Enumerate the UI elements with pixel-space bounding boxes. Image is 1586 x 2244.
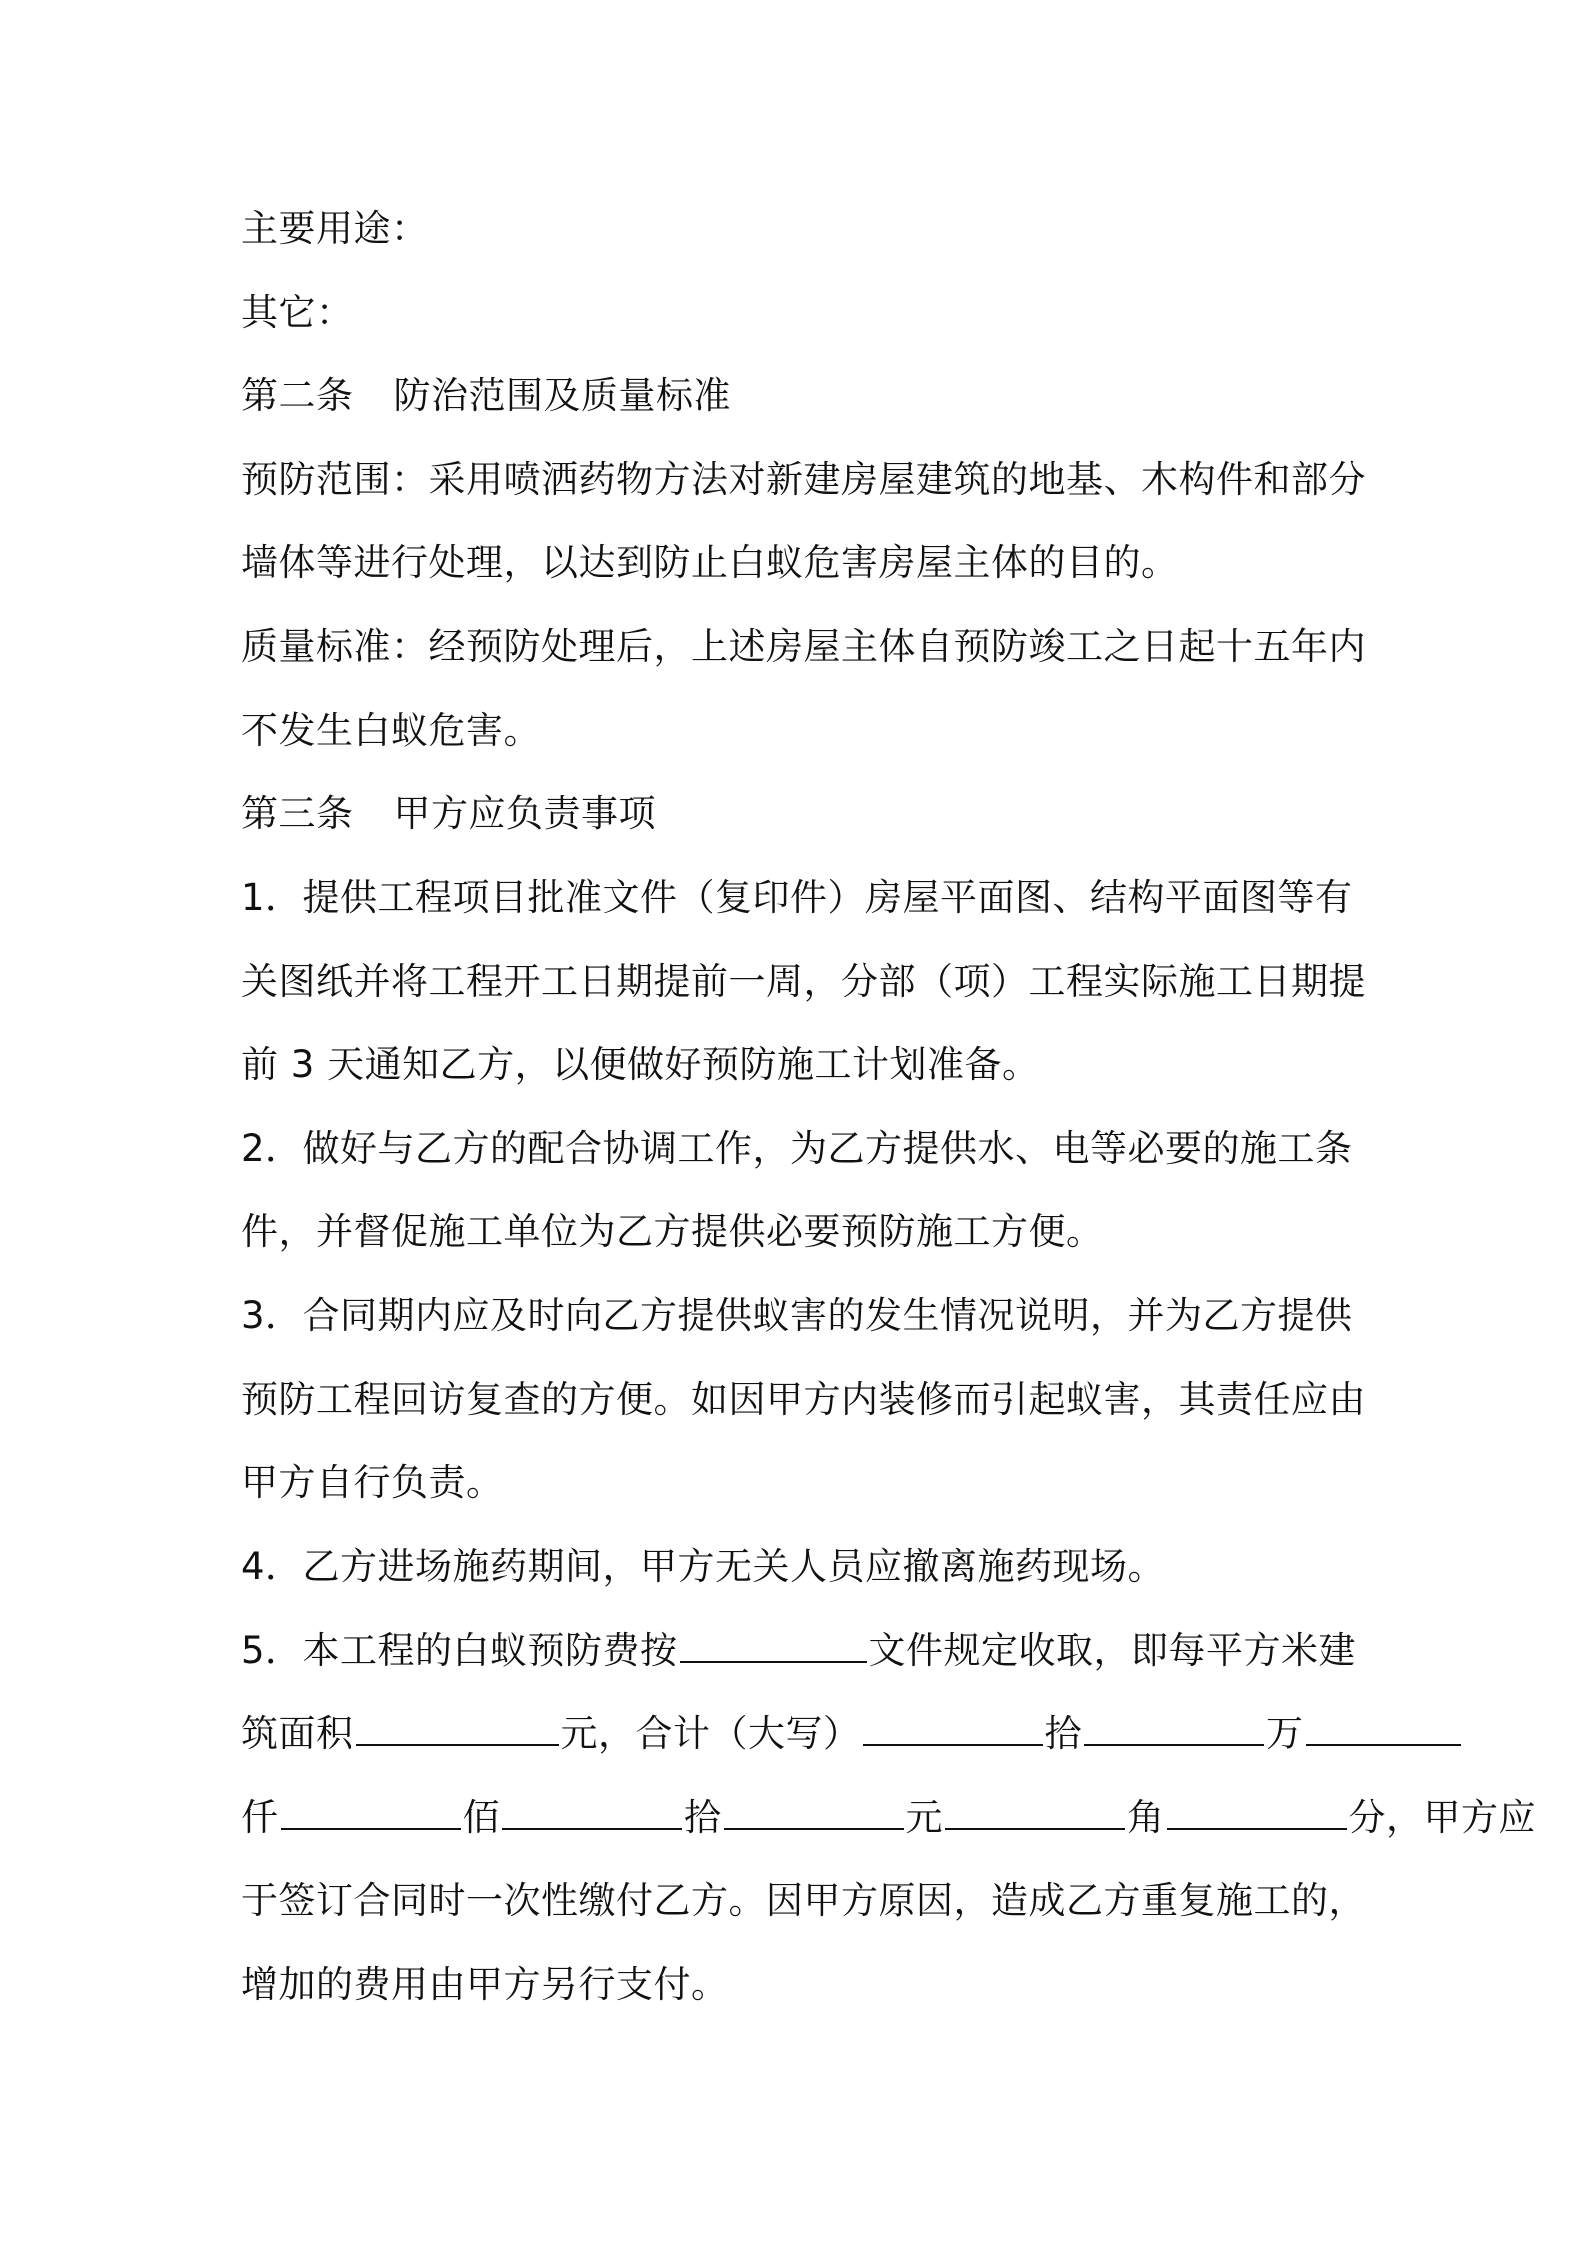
yuan-blank [724,1794,904,1830]
item-3-line-1: 3．合同期内应及时向乙方提供蚁害的发生情况说明，并为乙方提供 [241,1294,1353,1337]
quality-standard-line-2: 不发生白蚁危害。 [241,709,541,752]
item-5-line-4: 于签订合同时一次性缴付乙方。因甲方原因，造成乙方重复施工的， [241,1879,1366,1922]
article-3-heading [241,790,1361,838]
item-1-line-3: 前 3 天通知乙方，以便做好预防施工计划准备。 [241,1043,1040,1086]
item-1-line-2: 关图纸并将工程开工日期提前一周，分部（项）工程实际施工日期提 [241,960,1366,1003]
item-5-intro: 5．本工程的白蚁预防费按 [241,1629,678,1672]
item-2-line-1: 2．做好与乙方的配合协调工作，为乙方提供水、电等必要的施工条 [241,1127,1353,1170]
article-3-title: 甲方应负责事项 [393,792,656,835]
item-5-line-2 [241,1710,1361,1758]
article-2-heading [241,372,1361,420]
item-5-line-1 [241,1627,1361,1675]
unit-price-blank [356,1710,559,1746]
item-5-line-5: 增加的费用由甲方另行支付。 [241,1963,729,2006]
wan-unit: 万 [1266,1712,1304,1755]
fen-unit: 分，甲方应 [1348,1796,1536,1839]
main-use-line: 主要用途： [241,207,429,250]
qian-blank [1306,1710,1461,1746]
jiao-unit: 角 [1127,1796,1165,1839]
item-4-line-1: 4．乙方进场施药期间，甲方无关人员应撤离施药现场。 [241,1545,1166,1588]
prevention-scope-line-2: 墙体等进行处理，以达到防止白蚁危害房屋主体的目的。 [241,541,1179,584]
item-2-line-2: 件，并督促施工单位为乙方提供必要预防施工方便。 [241,1210,1104,1253]
prevention-scope-line-1: 预防范围：采用喷洒药物方法对新建房屋建筑的地基、木构件和部分 [241,458,1366,501]
article-2-number: 第二条 [241,374,354,417]
wan-blank [1084,1710,1264,1746]
total-label: 元，合计（大写） [560,1712,861,1755]
area-label: 筑面积 [241,1712,354,1755]
qian-unit: 仟 [241,1796,279,1839]
shi-wan-unit: 拾 [1044,1712,1082,1755]
other-line: 其它： [241,291,354,334]
quality-standard-line-1: 质量标准：经预防处理后，上述房屋主体自预防竣工之日起十五年内 [241,625,1366,668]
fen-blank [1167,1794,1347,1830]
item-3-line-2: 预防工程回访复查的方便。如因甲方内装修而引起蚁害，其责任应由 [241,1378,1366,1421]
shi-unit: 拾 [684,1796,722,1839]
yuan-unit: 元 [905,1796,943,1839]
bai-unit: 佰 [462,1796,500,1839]
article-2-title: 防治范围及质量标准 [393,374,731,417]
item-5-rule-text: 文件规定收取，即每平方米建 [868,1629,1357,1672]
item-3-line-3: 甲方自行负责。 [241,1461,504,1504]
shi-wan-blank [863,1710,1043,1746]
jiao-blank [945,1794,1125,1830]
item-5-line-3 [241,1794,1536,1842]
shi-blank [502,1794,682,1830]
bai-blank [281,1794,461,1830]
item-1-line-1: 1．提供工程项目批准文件（复印件）房屋平面图、结构平面图等有 [241,876,1353,919]
fee-basis-blank [680,1627,867,1663]
article-3-number: 第三条 [241,792,354,835]
